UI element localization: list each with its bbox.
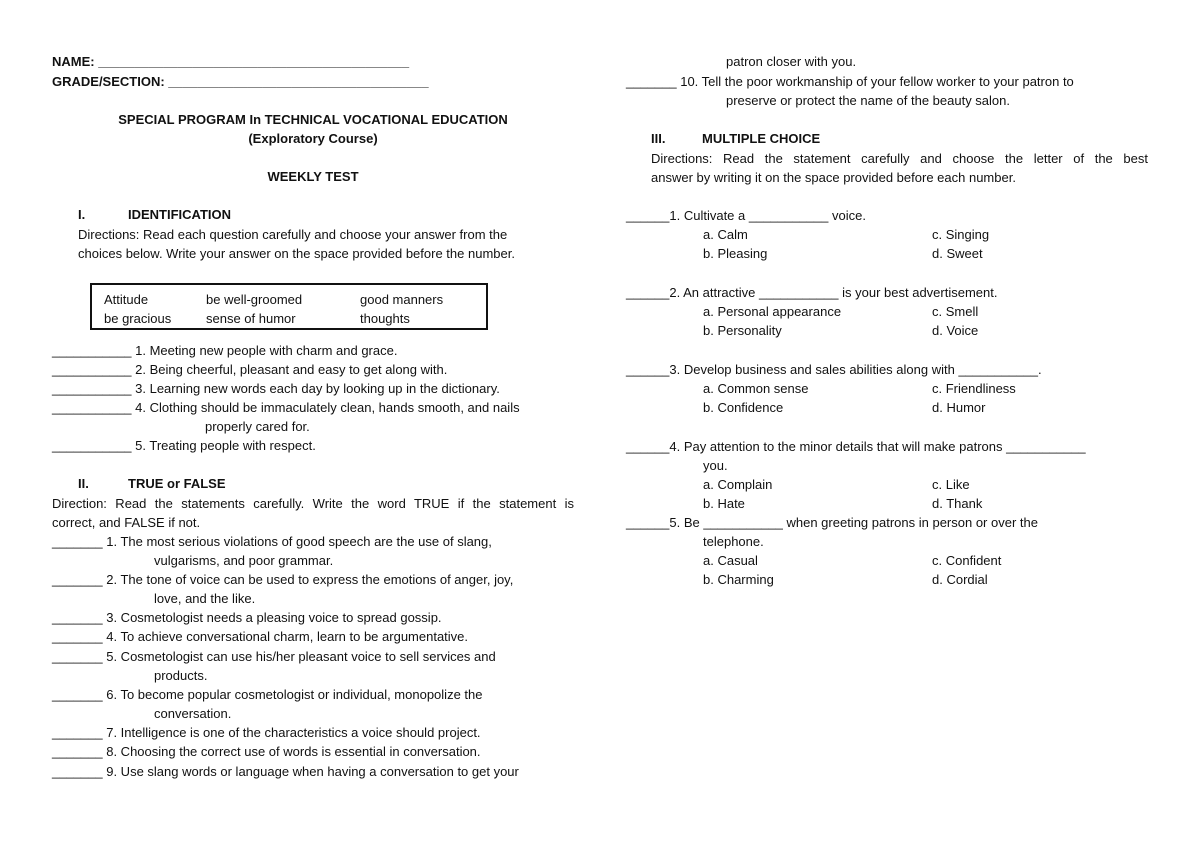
mc-question-stem: ______1. Cultivate a ___________ voice. — [626, 208, 866, 223]
mc-option: d. Cordial — [932, 572, 988, 587]
choice-option: be well-groomed — [206, 292, 303, 307]
true-false-item: _______ 6. To become popular cosmetologist or individual, monopolize the — [52, 687, 483, 702]
mc-option: c. Confident — [932, 553, 1002, 568]
program-title: SPECIAL PROGRAM In TECHNICAL VOCATIONAL EDUCATION — [118, 112, 508, 127]
section-number-2: II. — [78, 476, 89, 491]
mc-option: a. Calm — [703, 227, 748, 242]
true-false-item: _______ 10. Tell the poor workmanship of your fellow worker to your patron to — [626, 74, 1074, 89]
mc-option: b. Hate — [703, 496, 745, 511]
mc-option: a. Casual — [703, 553, 758, 568]
true-false-item: _______ 1. The most serious violations of good speech are the use of slang, — [52, 534, 492, 549]
mc-option: d. Humor — [932, 400, 986, 415]
mc-question-stem: ______4. Pay attention to the minor details that will make patrons ___________ — [626, 439, 1086, 454]
mc-option: b. Confidence — [703, 400, 784, 415]
identification-directions-cont: choices below. Write your answer on the space provided before the number. — [78, 246, 515, 261]
true-false-item-cont: patron closer with you. — [726, 54, 857, 69]
true-false-item: _______ 2. The tone of voice can be used to express the emotions of anger, joy, — [52, 572, 514, 587]
mc-option: b. Charming — [703, 572, 774, 587]
section-number-1: I. — [78, 207, 86, 222]
mc-option: a. Common sense — [703, 381, 809, 396]
multiple-choice-directions-cont: answer by writing it on the space provided before each number. — [651, 170, 1016, 185]
course-subtitle: (Exploratory Course) — [248, 131, 378, 146]
mc-option: a. Personal appearance — [703, 304, 842, 319]
true-false-item: _______ 9. Use slang words or language when having a conversation to get your — [52, 764, 519, 779]
mc-question-stem-cont: telephone. — [703, 534, 764, 549]
true-false-item-cont: products. — [154, 668, 208, 683]
choice-option: be gracious — [104, 311, 172, 326]
mc-option: c. Friendliness — [932, 381, 1016, 396]
true-false-directions-cont: correct, and FALSE if not. — [52, 515, 201, 530]
true-false-item: _______ 8. Choosing the correct use of words is essential in conversation. — [52, 744, 481, 759]
section-heading-multiple-choice: MULTIPLE CHOICE — [702, 131, 821, 146]
section-heading-identification: IDENTIFICATION — [128, 207, 232, 222]
mc-question-stem-cont: you. — [703, 458, 728, 473]
mc-question-stem: ______5. Be ___________ when greeting patrons in person or over the — [626, 515, 1038, 530]
mc-option: c. Like — [932, 477, 970, 492]
identification-item: ___________ 1. Meeting new people with charm and grace. — [52, 343, 398, 358]
identification-item: ___________ 2. Being cheerful, pleasant and easy to get along with. — [52, 362, 448, 377]
mc-option: b. Personality — [703, 323, 782, 338]
mc-option: c. Singing — [932, 227, 990, 242]
identification-item-cont: properly cared for. — [205, 419, 310, 434]
choice-option: sense of humor — [206, 311, 296, 326]
section-heading-true-false: TRUE or FALSE — [128, 476, 226, 491]
mc-option: c. Smell — [932, 304, 979, 319]
identification-item: ___________ 3. Learning new words each day by looking up in the dictionary. — [52, 381, 500, 396]
section-number-3: III. — [651, 131, 666, 146]
choice-option: Attitude — [104, 292, 149, 307]
name-field-label: NAME: ___________________________________________ — [52, 54, 410, 69]
true-false-item-cont: vulgarisms, and poor grammar. — [154, 553, 334, 568]
true-false-item: _______ 7. Intelligence is one of the characteristics a voice should project. — [52, 725, 481, 740]
identification-directions: Directions: Read each question carefully and choose your answer from the — [78, 227, 508, 242]
true-false-item-cont: conversation. — [154, 706, 232, 721]
true-false-item: _______ 4. To achieve conversational charm, learn to be argumentative. — [52, 629, 469, 644]
mc-option: d. Voice — [932, 323, 979, 338]
identification-item: ___________ 4. Clothing should be immaculately clean, hands smooth, and nails — [52, 400, 520, 415]
mc-option: a. Complain — [703, 477, 773, 492]
choice-option: thoughts — [360, 311, 410, 326]
true-false-item: _______ 5. Cosmetologist can use his/her pleasant voice to sell services and — [52, 649, 496, 664]
choice-option: good manners — [360, 292, 444, 307]
mc-question-stem: ______2. An attractive ___________ is your best advertisement. — [626, 285, 998, 300]
mc-option: d. Sweet — [932, 246, 983, 261]
mc-option: d. Thank — [932, 496, 983, 511]
identification-item: ___________ 5. Treating people with respect. — [52, 438, 316, 453]
test-title: WEEKLY TEST — [267, 169, 359, 184]
multiple-choice-directions: Directions: Read the statement carefully and choose the letter of the best — [651, 151, 1148, 166]
true-false-item: _______ 3. Cosmetologist needs a pleasing voice to spread gossip. — [52, 610, 442, 625]
grade-section-field-label: GRADE/SECTION: ____________________________________ — [52, 74, 429, 89]
mc-option: b. Pleasing — [703, 246, 768, 261]
mc-question-stem: ______3. Develop business and sales abilities along with ___________. — [626, 362, 1042, 377]
true-false-item-cont: preserve or protect the name of the beauty salon. — [726, 93, 1011, 108]
true-false-directions: Direction: Read the statements carefully. Write the word TRUE if the statement is — [52, 496, 574, 511]
true-false-item-cont: love, and the like. — [154, 591, 256, 606]
